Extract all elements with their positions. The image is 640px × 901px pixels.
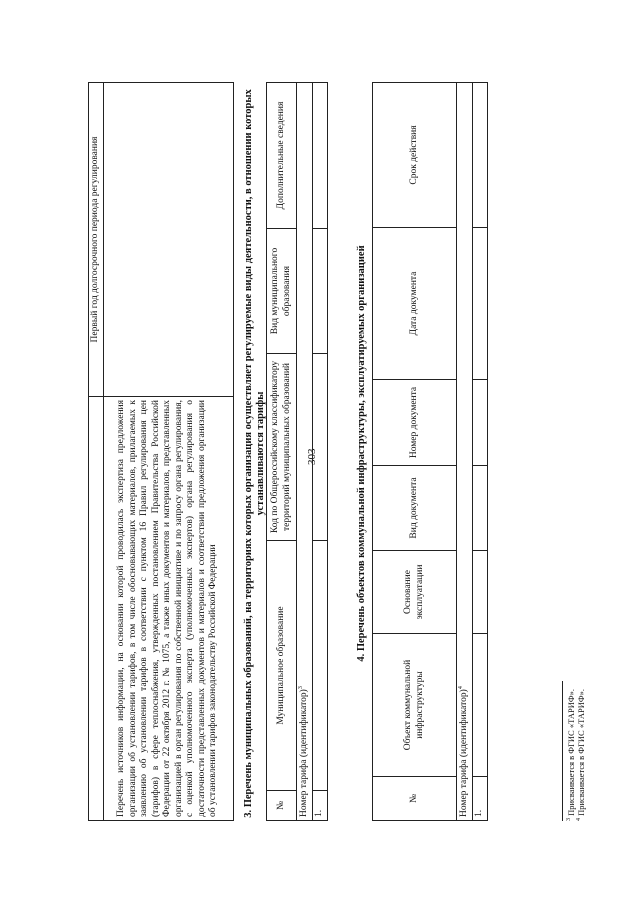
row-number: 1.: [473, 777, 488, 821]
page-number: 303: [306, 448, 318, 465]
sources-description: Перечень источников информации, на основании которой проводилась экспертиза предложения организации об установлении тарифов, в том числе обосновывающих материалов, прилагаемых к заявлению об установлении тарифов в соответствии с пунктом 16 Правил регулирования цен (тарифов) в сфере теплоснабжения, утвержденных постановлением Правительства Российской Федерации от 22 октября 2012 г. № 1075, а также иных документов и материалов, представленных организацией в орган регулирования по собственной инициативе и по запросу органа регулирования, с оценкой уполномоченного эксперта (уполномоченных экспертов) органа регулирования о достаточности представленных документов и материалов и соответствии предложения организации об установлении тарифов законодательству Российской Федерации: [103, 397, 233, 821]
col-basis: Основание эксплуатации: [373, 551, 457, 634]
footnote: $^4$ Присваивается в ФГИС «ТАРИФ».: [576, 689, 586, 821]
col-doc-type: Вид документа: [373, 466, 457, 551]
infrastructure-table: [372, 82, 488, 821]
first-year-header: Первый год долгосрочного периода регулирования: [89, 83, 104, 397]
col-number: №: [373, 777, 457, 821]
col-doc-date: Дата документа: [373, 228, 457, 380]
col-doc-number: Номер документа: [373, 380, 457, 466]
sources-table: [88, 82, 234, 821]
row-number: 1.: [313, 791, 328, 821]
tariff-number-row: Номер тарифа (идентификатор)$^4$: [457, 83, 473, 821]
footnotes: [566, 689, 586, 821]
col-number: №: [267, 791, 297, 821]
section-3-title: 3. Перечень муниципальных образований, на территориях которых организация осуществляет регулируемые виды деятельности, в отношении которых устанавливаются тарифы: [243, 89, 266, 818]
municipalities-table: [266, 82, 328, 821]
footnote-divider: [562, 681, 563, 821]
col-object: Объект коммунальной инфраструктуры: [373, 634, 457, 777]
col-municipality: Муниципальное образование: [267, 541, 297, 791]
col-oktmo-code: Код по Общероссийскому классификатору территорий муниципальных образований: [267, 354, 297, 541]
footnote: $^3$ Присваивается в ФГИС «ТАРИФ».: [566, 689, 576, 821]
section-4-title: 4. Перечень объектов коммунальной инфраструктуры, эксплуатируемых организацией: [356, 245, 367, 662]
col-additional-info: Дополнительные сведения: [267, 83, 297, 229]
tariff-number-row: Номер тарифа (идентификатор)$^3$: [297, 83, 313, 821]
col-validity: Срок действия: [373, 83, 457, 228]
col-municipality-type: Вид муниципального образования: [267, 229, 297, 354]
